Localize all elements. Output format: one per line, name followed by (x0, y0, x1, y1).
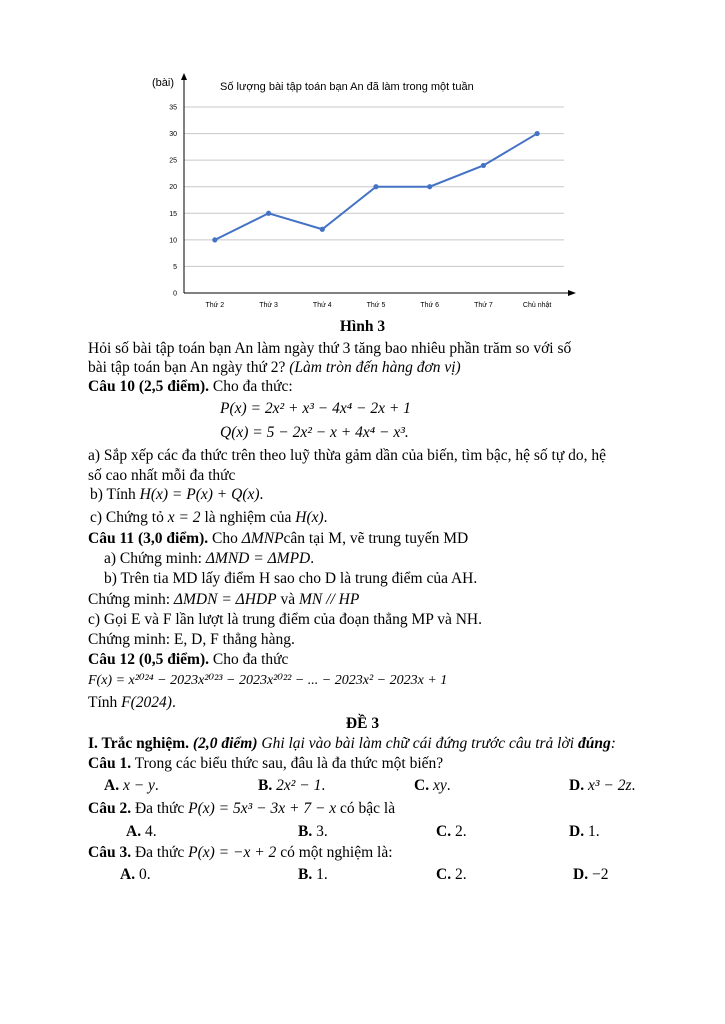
q11-b: b) Trên tia MD lấy điểm H sao cho D là trung điểm của AH. (104, 570, 478, 587)
q12-expression: F(x) = x²⁰²⁴ − 2023x²⁰²³ − 2023x²⁰²² − ... − 2023x² − 2023x + 1 (88, 673, 448, 688)
c3-question: Câu 3. Đa thức P(x) = −x + 2 có một nghiệm là: (88, 844, 393, 861)
y-tick-label: 10 (169, 237, 177, 245)
data-point (427, 184, 432, 189)
y-tick-labels (169, 105, 177, 298)
c3-option-a: A. 0. (120, 866, 151, 883)
x-tick-label: Thứ 3 (259, 302, 278, 309)
line-chart (140, 70, 590, 315)
x-tick-label: Thứ 5 (366, 302, 386, 309)
data-point (320, 227, 325, 232)
y-tick-label: 0 (173, 290, 177, 298)
c1-option-b: B. 2x² − 1. (258, 777, 326, 794)
x-tick-label: Thứ 2 (205, 302, 225, 309)
q11-heading: Câu 11 (3,0 điểm). Cho ΔMNPcân tại M, vẽ trung tuyến MD (88, 530, 469, 547)
y-tick-label: 35 (169, 104, 177, 112)
q11-a: a) Chứng minh: ΔMND = ΔMPD. (104, 550, 315, 567)
y-tick-label: 25 (169, 157, 177, 165)
c1-question: Câu 1. Trong các biểu thức sau, đâu là đa thức một biến? (88, 755, 444, 772)
data-point (266, 211, 271, 216)
data-point (212, 237, 217, 242)
part1-heading: I. Trắc nghiệm. (2,0 điểm) Ghi lại vào bài làm chữ cái đứng trước câu trả lời đúng: (88, 735, 616, 752)
q10-a-line-2: số cao nhất mỗi đa thức (88, 467, 236, 484)
exam-title: ĐỀ 3 (345, 715, 380, 732)
q10-a-line-1: a) Sắp xếp các đa thức trên theo luỹ thừa gảm dần của biến, tìm bậc, hệ số tự do, hệ (88, 447, 607, 464)
y-tick-label: 5 (173, 263, 177, 271)
c3-option-d: D. −2 (573, 866, 609, 883)
c1-option-a: A. x − y. (104, 777, 159, 794)
y-axis-arrow (181, 73, 187, 80)
c1-option-d: D. x³ − 2z. (569, 777, 636, 794)
c3-option-b: B. 1. (298, 866, 328, 883)
x-tick-label: Thứ 7 (474, 302, 493, 309)
q11-c: c) Gọi E và F lần lượt là trung điểm của đoạn thẳng MP và NH. (88, 611, 482, 628)
c2-option-d: D. 1. (569, 823, 600, 840)
y-tick-label: 30 (169, 131, 177, 139)
y-tick-label: 20 (169, 184, 177, 192)
x-tick-label: Thứ 6 (420, 302, 440, 309)
data-point (373, 184, 378, 189)
q11-c-proof: Chứng minh: E, D, F thẳng hàng. (88, 631, 295, 648)
x-tick-label: Chủ nhật (522, 302, 552, 309)
y-tick-label: 15 (169, 210, 177, 218)
c3-option-c: C. 2. (436, 866, 467, 883)
q10-P-expression: P(x) = 2x² + x³ − 4x⁴ − 2x + 1 (220, 400, 411, 417)
c1-option-c: C. xy. (414, 777, 451, 794)
x-tick-label: Thứ 4 (312, 302, 332, 309)
q12-heading: Câu 12 (0,5 điểm). Cho đa thức (88, 651, 289, 668)
q10-b: b) Tính H(x) = P(x) + Q(x). (90, 486, 264, 503)
x-axis-arrow (568, 290, 576, 296)
x-tick-labels (206, 301, 552, 309)
y-axis-unit: (bài) (152, 77, 175, 89)
q9-line-2: bài tập toán bạn An ngày thứ 2? (Làm tròn đến hàng đơn vị) (88, 359, 461, 376)
c2-option-b: B. 3. (298, 823, 328, 840)
figure-caption: Hình 3 (339, 318, 386, 335)
c2-option-a: A. 4. (126, 823, 157, 840)
chart-title: Số lượng bài tập toán bạn An đã làm trong một tuần (220, 81, 474, 93)
q11-b-proof: Chứng minh: ΔMDN = ΔHDP và MN // HP (88, 591, 360, 608)
data-point (481, 163, 486, 168)
data-point (535, 131, 540, 136)
q9-line-1: Hỏi số bài tập toán bạn An làm ngày thứ 3 tăng bao nhiêu phần trăm so với số (88, 340, 572, 357)
q10-heading: Câu 10 (2,5 điểm). Cho đa thức: (88, 378, 293, 395)
q10-c: c) Chứng tỏ x = 2 là nghiệm của H(x). (90, 509, 328, 526)
c2-question: Câu 2. Đa thức P(x) = 5x³ − 3x + 7 − x có bậc là (88, 800, 396, 817)
q12-compute: Tính F(2024). (88, 694, 176, 711)
c2-option-c: C. 2. (436, 823, 467, 840)
q10-Q-expression: Q(x) = 5 − 2x² − x + 4x⁴ − x³. (220, 424, 409, 441)
